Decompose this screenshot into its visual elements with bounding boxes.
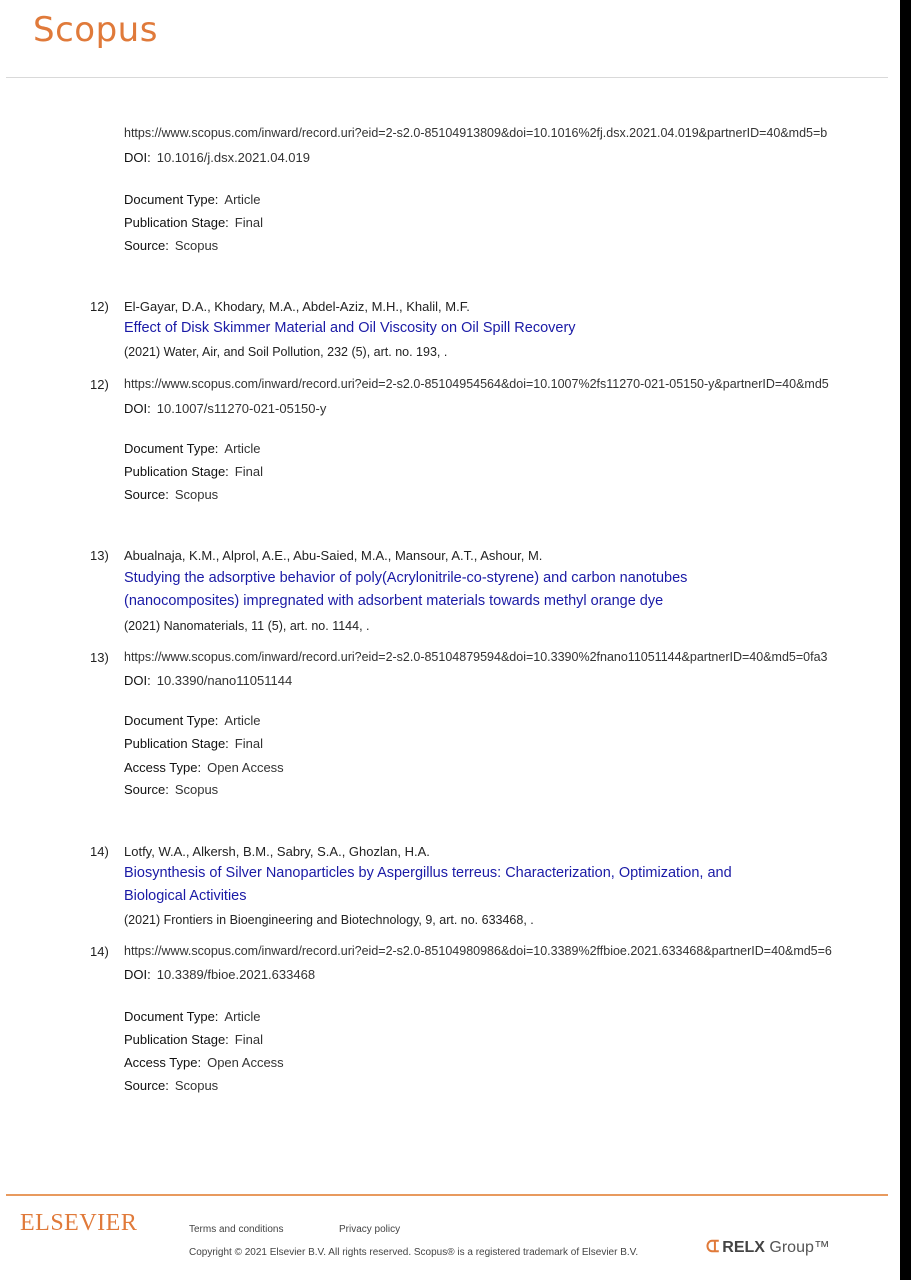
elsevier-logo[interactable]: ELSEVIER: [20, 1210, 138, 1236]
citation: (2021) Water, Air, and Soil Pollution, 232 (5), art. no. 193, .: [124, 345, 448, 359]
citation: (2021) Frontiers in Bioengineering and Biotechnology, 9, art. no. 633468, .: [124, 913, 534, 927]
source: Source: Scopus: [124, 1078, 219, 1093]
article-title-link[interactable]: Biosynthesis of Silver Nanoparticles by Aspergillus terreus: Characterization, Optimization, and: [124, 865, 732, 881]
source: Source: Scopus: [124, 238, 219, 253]
privacy-link[interactable]: Privacy policy: [339, 1224, 401, 1235]
citation: (2021) Nanomaterials, 11 (5), art. no. 1144, .: [124, 619, 370, 633]
access-type: Access Type: Open Access: [124, 760, 284, 775]
relx-logo[interactable]: [706, 1239, 830, 1257]
scopus-logo[interactable]: Scopus: [33, 10, 158, 50]
authors: Abualnaja, K.M., Alprol, A.E., Abu-Saied, M.A., Mansour, A.T., Ashour, M.: [124, 548, 543, 563]
entry-number: 12): [90, 377, 109, 392]
document-type: Document Type: Article: [124, 441, 261, 456]
publication-stage: Publication Stage: Final: [124, 464, 263, 479]
terms-link[interactable]: Terms and conditions: [189, 1224, 284, 1235]
document-type: Document Type: Article: [124, 1009, 261, 1024]
header-divider: [6, 77, 888, 78]
doi-line: DOI: 10.3390/nano11051144: [124, 673, 293, 688]
entry-number: 13): [90, 650, 109, 665]
relx-mark-icon: ᗭ: [706, 1239, 720, 1256]
footer-divider: [6, 1194, 888, 1196]
record-url[interactable]: https://www.scopus.com/inward/record.uri?eid=2-s2.0-85104980986&doi=10.3389%2ffbioe.2021.633468&partnerID=40&md5=6: [124, 944, 832, 958]
document-type: Document Type: Article: [124, 192, 261, 207]
doi-line: DOI: 10.1007/s11270-021-05150-y: [124, 401, 327, 416]
article-title-link[interactable]: Studying the adsorptive behavior of poly(Acrylonitrile-co-styrene) and carbon nanotubes: [124, 570, 688, 586]
record-url[interactable]: https://www.scopus.com/inward/record.uri?eid=2-s2.0-85104954564&doi=10.1007%2fs11270-021-05150-y&partnerID=40&md5: [124, 377, 829, 391]
record-url[interactable]: https://www.scopus.com/inward/record.uri?eid=2-s2.0-85104879594&doi=10.3390%2fnano11051144&partnerID=40&md5=0fa3: [124, 650, 828, 664]
entry-number: 14): [90, 944, 109, 959]
relx-brand: RELX: [722, 1239, 765, 1256]
doi-line: DOI: 10.3389/fbioe.2021.633468: [124, 967, 316, 982]
doi-line: DOI: 10.1016/j.dsx.2021.04.019: [124, 150, 310, 165]
entry-number: 14): [90, 844, 109, 859]
document-type: Document Type: Article: [124, 713, 261, 728]
relx-group: Group™: [764, 1239, 830, 1256]
entry-number: 12): [90, 299, 109, 314]
entry-number: 13): [90, 548, 109, 563]
access-type: Access Type: Open Access: [124, 1055, 284, 1070]
publication-stage: Publication Stage: Final: [124, 215, 263, 230]
source: Source: Scopus: [124, 782, 219, 797]
article-title-link[interactable]: Biological Activities: [124, 888, 247, 904]
right-edge-bar: [900, 0, 911, 1280]
record-url[interactable]: https://www.scopus.com/inward/record.uri?eid=2-s2.0-85104913809&doi=10.1016%2fj.dsx.2021.04.019&partnerID=40&md5=b: [124, 126, 828, 140]
copyright-text: Copyright © 2021 Elsevier B.V. All rights reserved. Scopus® is a registered trademark of Elsevier B.V.: [189, 1247, 639, 1258]
authors: El-Gayar, D.A., Khodary, M.A., Abdel-Aziz, M.H., Khalil, M.F.: [124, 299, 470, 314]
authors: Lotfy, W.A., Alkersh, B.M., Sabry, S.A., Ghozlan, H.A.: [124, 844, 430, 859]
source: Source: Scopus: [124, 487, 219, 502]
publication-stage: Publication Stage: Final: [124, 736, 263, 751]
publication-stage: Publication Stage: Final: [124, 1032, 263, 1047]
article-title-link[interactable]: Effect of Disk Skimmer Material and Oil Viscosity on Oil Spill Recovery: [124, 320, 576, 336]
article-title-link[interactable]: (nanocomposites) impregnated with adsorbent materials towards methyl orange dye: [124, 593, 664, 609]
